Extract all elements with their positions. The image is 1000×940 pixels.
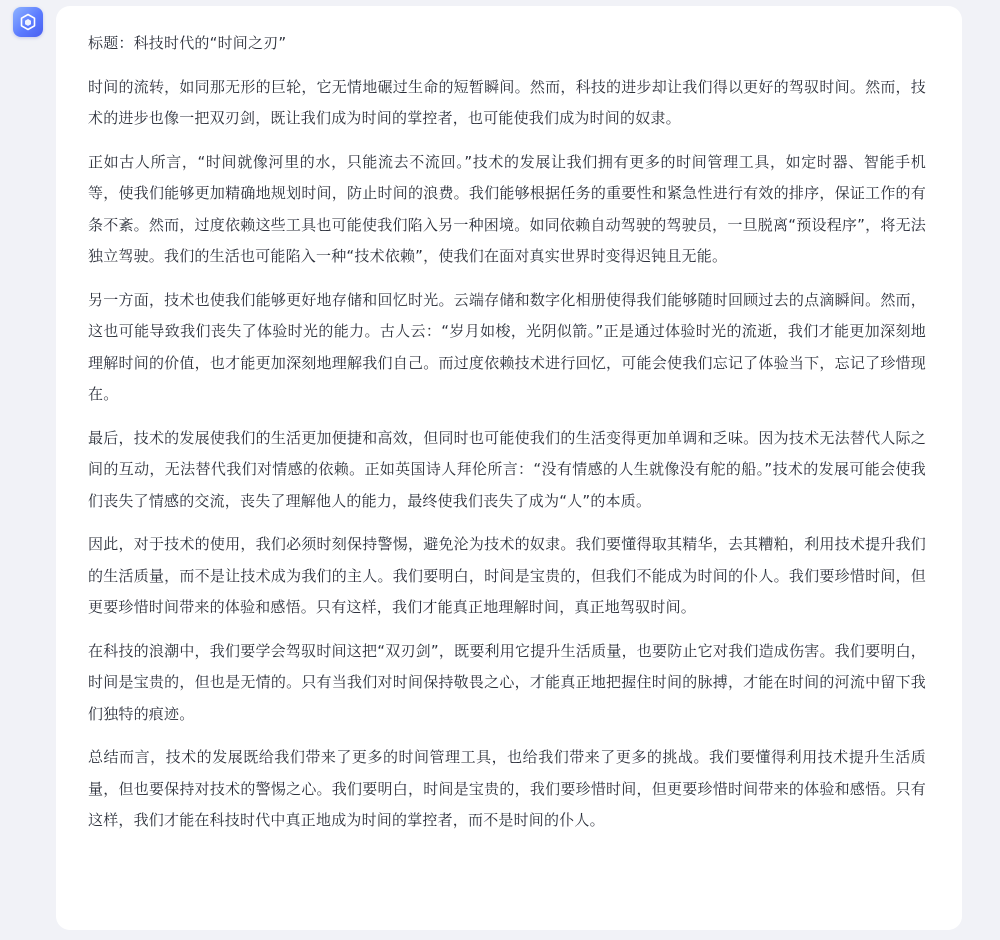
message-paragraph: 在科技的浪潮中，我们要学会驾驭时间这把“双刃剑”，既要利用它提升生活质量，也要防止它对我们造成伤害。我们要明白，时间是宝贵的，但也是无情的。只有当我们对时间保持敬畏之心，才能真正地把握住时间的脉搏，才能在时间的河流中留下我们独特的痕迹。 [88, 641, 926, 723]
message-paragraph: 最后，技术的发展使我们的生活更加便捷和高效，但同时也可能使我们的生活变得更加单调和乏味。因为技术无法替代人际之间的互动，无法替代我们对情感的依赖。正如英国诗人拜伦所言：“没有情感的人生就像没有舵的船。”技术的发展可能会使我们丧失了情感的交流，丧失了理解他人的能力，最终使我们丧失了成为“人”的本质。 [88, 428, 926, 510]
bot-avatar [13, 7, 43, 37]
message-paragraph: 因此，对于技术的使用，我们必须时刻保持警惕，避免沦为技术的奴隶。我们要懂得取其精华，去其糟粕，利用技术提升我们的生活质量，而不是让技术成为我们的主人。我们要明白，时间是宝贵的，但我们不能成为时间的仆人。我们要珍惜时间，但更要珍惜时间带来的体验和感悟。只有这样，我们才能真正地理解时间，真正地驾驭时间。 [88, 535, 926, 616]
message-paragraph: 另一方面，技术也使我们能够更好地存储和回忆时光。云端存储和数字化相册使得我们能够随时回顾过去的点滴瞬间。然而，这也可能导致我们丧失了体验时光的能力。古人云：“岁月如梭，光阴似箭。”正是通过体验时光的流逝，我们才能更加深刻地理解时间的价值，也才能更加深刻地理解我们自己。而过度依赖技术进行回忆，可能会使我们忘记了体验当下，忘记了珍惜现在。 [88, 290, 926, 403]
message-paragraph: 正如古人所言，“时间就像河里的水，只能流去不流回。”技术的发展让我们拥有更多的时间管理工具，如定时器、智能手机等，使我们能够更加精确地规划时间，防止时间的浪费。我们能够根据任务的重要性和紧急性进行有效的排序，保证工作的有条不紊。然而，过度依赖这些工具也可能使我们陷入另一种困境。如同依赖自动驾驶的驾驶员，一旦脱离“预设程序”，将无法独立驾驶。我们的生活也可能陷入一种“技术依赖”，使我们在面对真实世界时变得迟钝且无能。 [88, 152, 926, 265]
message-paragraph: 总结而言，技术的发展既给我们带来了更多的时间管理工具，也给我们带来了更多的挑战。我们要懂得利用技术提升生活质量，但也要保持对技术的警惕之心。我们要明白，时间是宝贵的，我们要珍惜时间，但更要珍惜时间带来的体验和感悟。只有这样，我们才能在科技时代中真正地成为时间的掌控者，而不是时间的仆人。 [88, 748, 926, 829]
text-fade-overlay [56, 852, 962, 930]
assistant-message-card [56, 6, 962, 930]
message-title: 标题：科技时代的“时间之刃” [88, 34, 287, 52]
message-paragraph: 时间的流转，如同那无形的巨轮，它无情地碾过生命的短暂瞬间。然而，科技的进步却让我们得以更好的驾驭时间。然而，技术的进步也像一把双刃剑，既让我们成为时间的掌控者，也可能使我们成为时间的奴隶。 [88, 77, 926, 127]
cube-logo-icon [19, 13, 37, 31]
